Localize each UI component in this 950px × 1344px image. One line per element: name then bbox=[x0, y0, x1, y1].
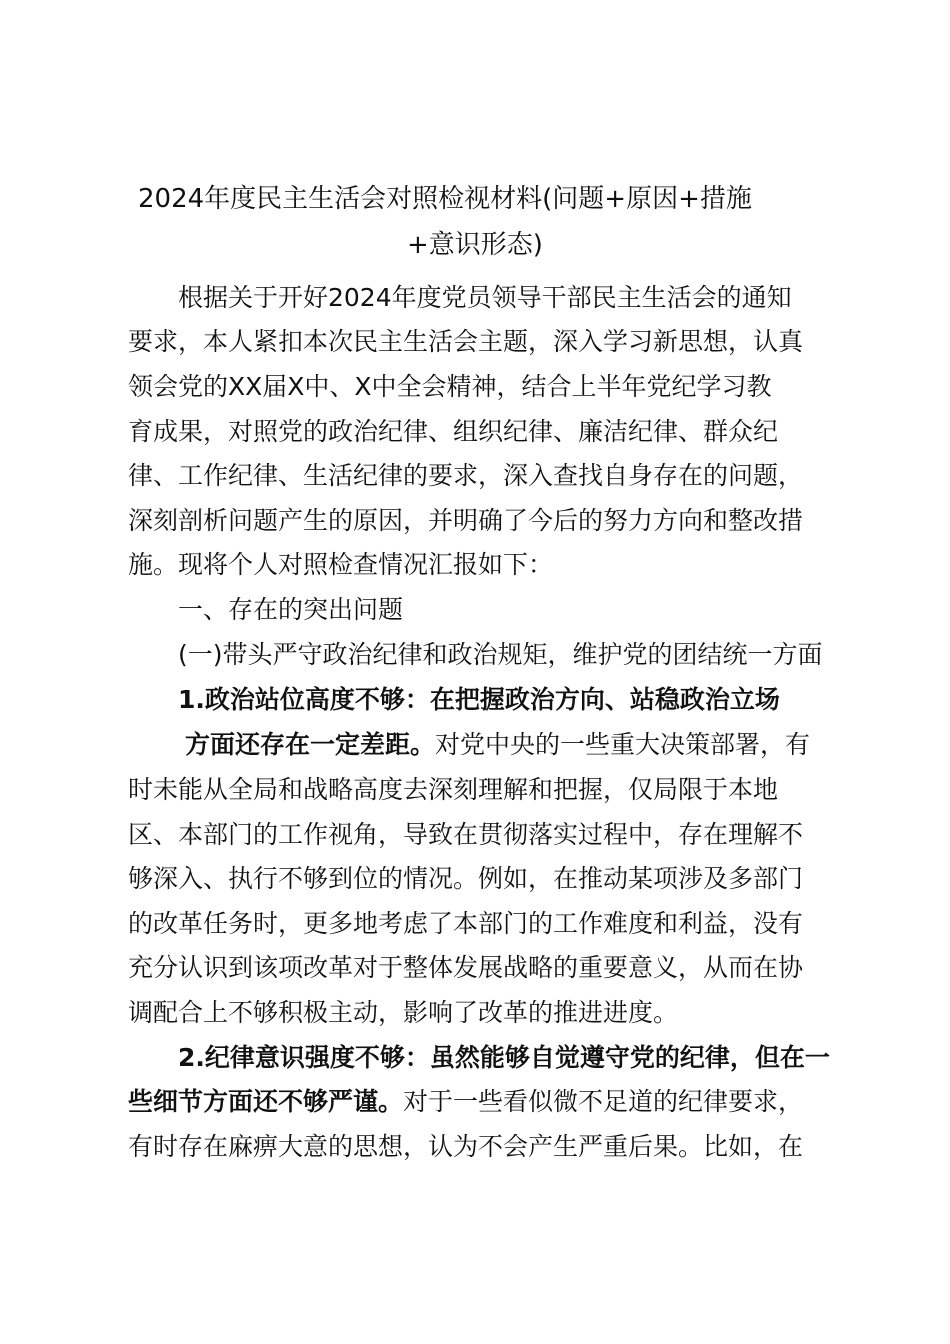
intro-line-2: 要求，本人紧扣本次民主生活会主题，深入学习新思想，认真 bbox=[128, 327, 804, 356]
item1-line-5: 够深入、执行不够到位的情况。例如，在推动某项涉及多部门 bbox=[128, 864, 804, 893]
intro-line-1: 根据关于开好2024年度党员领导干部民主生活会的通知 bbox=[178, 283, 792, 312]
item1-bold-heading-line-2: 方面还存在一定差距。 bbox=[185, 730, 436, 759]
document-title-line-2: +意识形态) bbox=[407, 230, 543, 260]
section-heading: 一、存在的突出问题 bbox=[178, 595, 404, 624]
intro-line-4: 育成果，对照党的政治纪律、组织纪律、廉洁纪律、群众纪 bbox=[128, 417, 779, 446]
item2-line-2-text: 对于一些看似微不足道的纪律要求， bbox=[403, 1087, 804, 1116]
item2-line-2 bbox=[128, 1087, 803, 1117]
item1-line-2 bbox=[185, 730, 810, 760]
item1-line-4: 区、本部门的工作视角，导致在贯彻落实过程中，存在理解不 bbox=[128, 820, 804, 849]
intro-line-7: 施。现将个人对照检查情况汇报如下： bbox=[128, 550, 554, 579]
section-subheading: (一)带头严守政治纪律和政治规矩，维护党的团结统一方面 bbox=[178, 640, 823, 669]
item1-line-6: 的改革任务时，更多地考虑了本部门的工作难度和利益，没有 bbox=[128, 909, 804, 938]
item2-line-3: 有时存在麻痹大意的思想，认为不会产生严重后果。比如，在 bbox=[128, 1132, 804, 1161]
document-title-line-1: 2024年度民主生活会对照检视材料(问题+原因+措施 bbox=[138, 184, 752, 214]
item2-bold-heading-line-1: 2.纪律意识强度不够：虽然能够自觉遵守党的纪律，但在一 bbox=[178, 1043, 830, 1072]
item1-line-8: 调配合上不够积极主动，影响了改革的推进进度。 bbox=[128, 998, 679, 1027]
intro-line-5: 律、工作纪律、生活纪律的要求，深入查找自身存在的问题， bbox=[128, 461, 804, 490]
intro-line-3: 领会党的XX届X中、X中全会精神，结合上半年党纪学习教 bbox=[128, 372, 772, 401]
item1-line-2-text: 对党中央的一些重大决策部署，有 bbox=[435, 730, 811, 759]
item1-line-7: 充分认识到该项改革对于整体发展战略的重要意义，从而在协 bbox=[128, 953, 804, 982]
intro-line-6: 深刻剖析问题产生的原因，并明确了今后的努力方向和整改措 bbox=[128, 506, 804, 535]
item1-bold-heading-line-1: 1.政治站位高度不够：在把握政治方向、站稳政治立场 bbox=[178, 685, 780, 714]
item1-line-3: 时未能从全局和战略高度去深刻理解和把握，仅局限于本地 bbox=[128, 775, 779, 804]
item2-bold-heading-line-2: 些细节方面还不够严谨。 bbox=[128, 1087, 404, 1116]
